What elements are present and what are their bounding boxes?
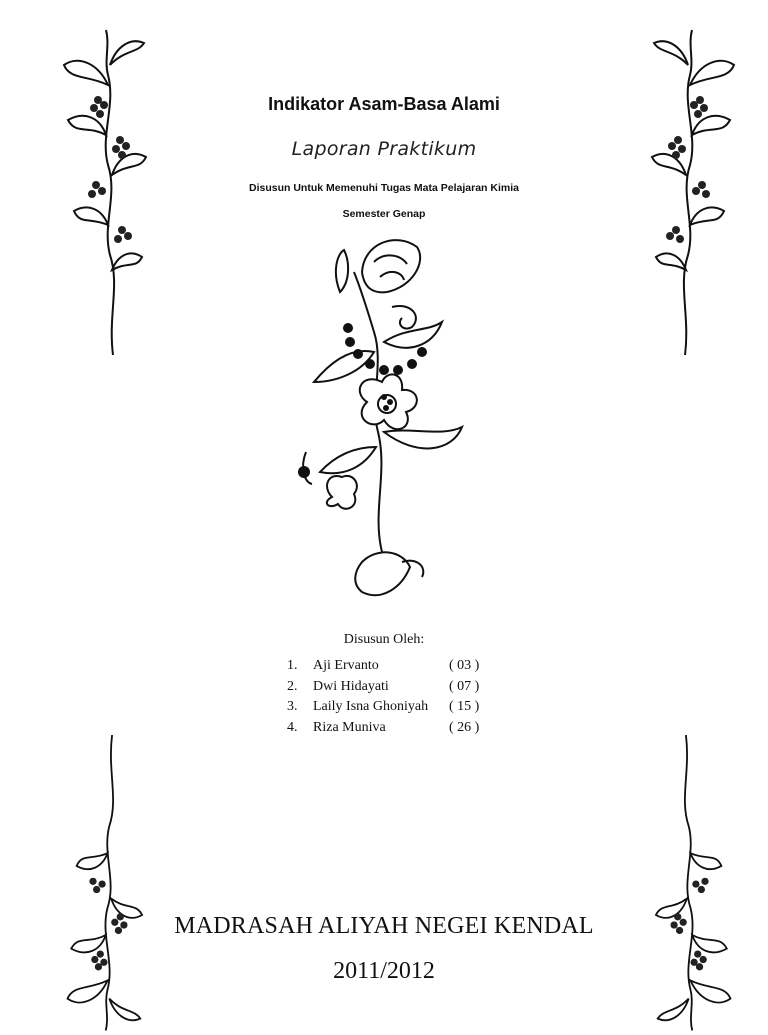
member-number: 1. bbox=[287, 658, 298, 673]
list-item bbox=[287, 720, 507, 741]
academic-year: 2011/2012 bbox=[333, 958, 435, 984]
member-number: 3. bbox=[287, 699, 298, 714]
member-code: ( 26 ) bbox=[449, 719, 480, 735]
report-subtitle: Laporan Praktikum bbox=[291, 138, 477, 160]
member-name: Riza Muniva bbox=[313, 719, 386, 735]
grape-vine-ornament-bottom-right bbox=[650, 735, 740, 1035]
authors-list bbox=[287, 658, 507, 740]
member-name: Dwi Hidayati bbox=[313, 678, 389, 694]
grape-vine-ornament-bottom-left bbox=[58, 735, 148, 1035]
member-code: ( 07 ) bbox=[449, 678, 480, 694]
authors-label: Disusun Oleh: bbox=[343, 632, 425, 647]
report-semester: Semester Genap bbox=[342, 208, 426, 220]
member-name: Aji Ervanto bbox=[313, 658, 379, 673]
floral-ornament bbox=[292, 232, 474, 612]
member-code: ( 15 ) bbox=[449, 699, 480, 714]
report-purpose: Disusun Untuk Memenuhi Tugas Mata Pelajaran Kimia bbox=[249, 182, 519, 194]
member-number: 2. bbox=[287, 678, 298, 694]
list-item bbox=[287, 658, 507, 679]
list-item bbox=[287, 699, 507, 720]
school-name: MADRASAH ALIYAH NEGEI KENDAL bbox=[174, 913, 594, 939]
member-name: Laily Isna Ghoniyah bbox=[313, 699, 429, 714]
report-title: Indikator Asam-Basa Alami bbox=[268, 94, 500, 114]
list-item bbox=[287, 679, 507, 700]
member-code: ( 03 ) bbox=[449, 658, 480, 673]
member-number: 4. bbox=[287, 719, 298, 735]
